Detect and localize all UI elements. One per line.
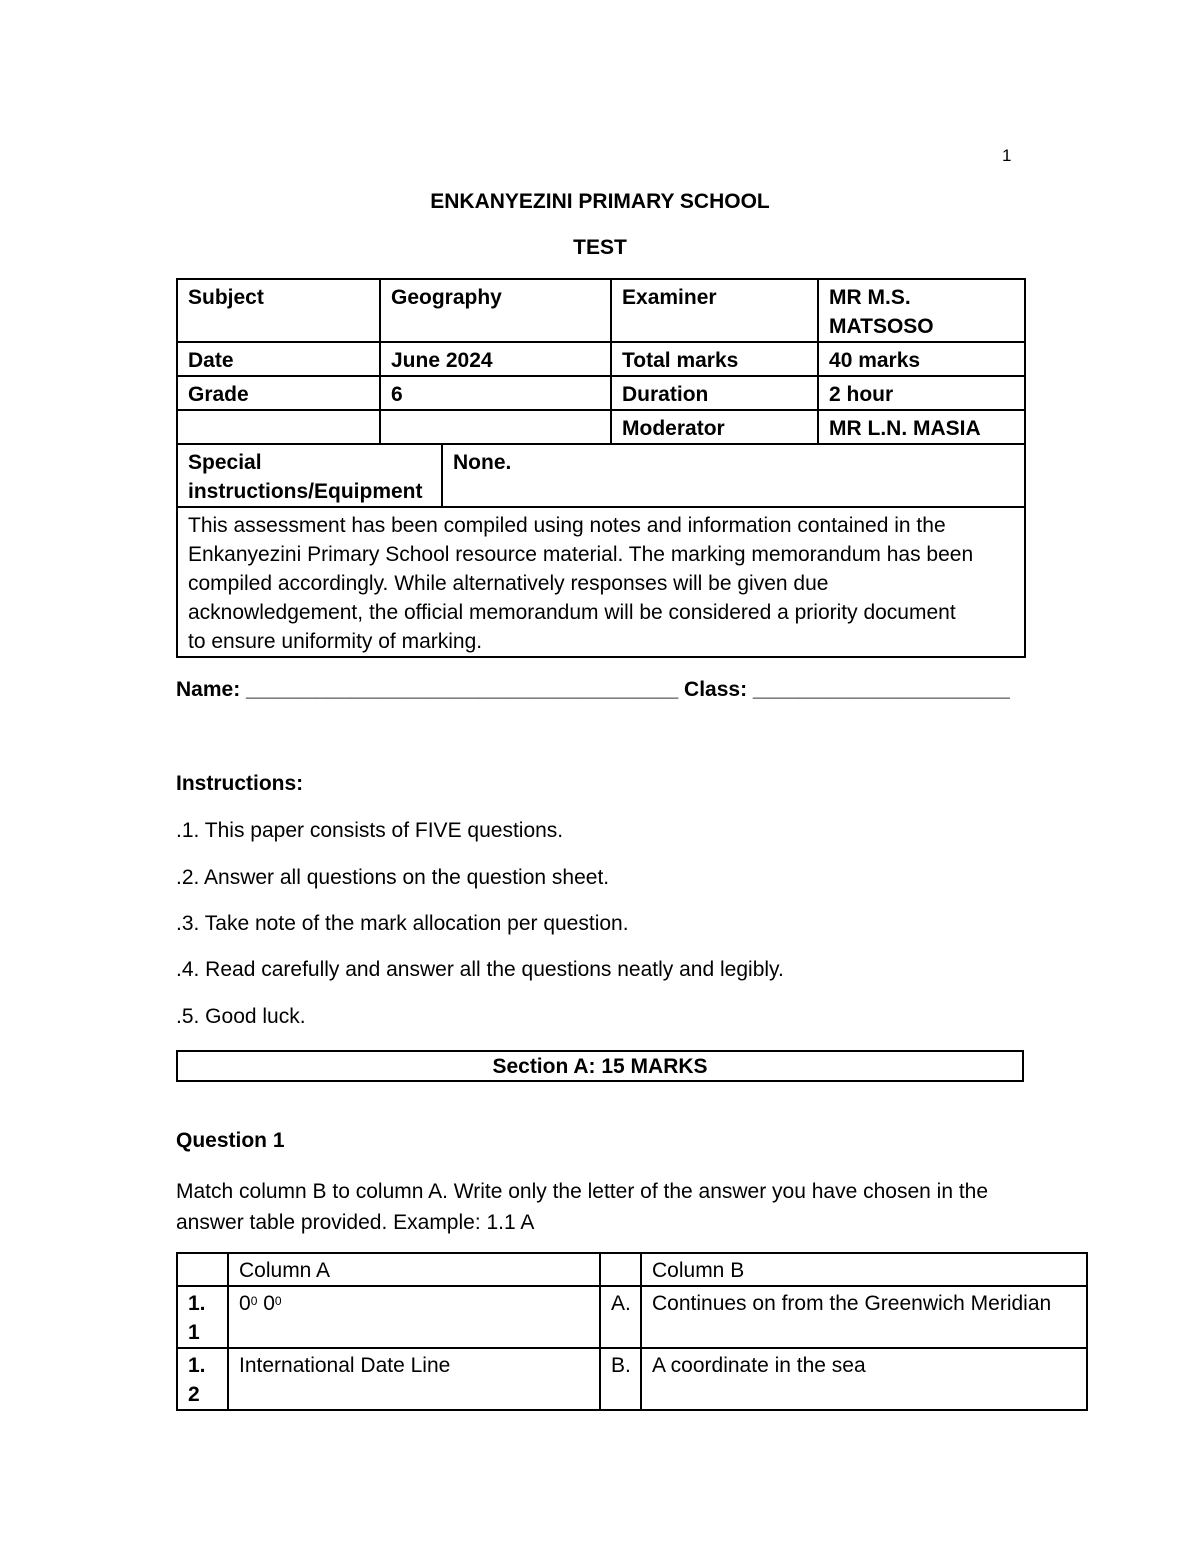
grade-value: 6 (380, 376, 611, 410)
item-number (177, 1286, 228, 1348)
question-1-text (176, 1176, 1046, 1238)
notice-line: Enkanyezini Primary School resource material. The marking memorandum has been (188, 543, 974, 566)
empty-cell (177, 410, 380, 444)
special-instructions-value: None. (442, 444, 1025, 507)
column-b-header: Column B (641, 1253, 1087, 1286)
special-label-line2: instructions/Equipment (188, 480, 423, 503)
notice-cell (177, 507, 1025, 657)
matching-table (176, 1252, 1088, 1411)
coord-base: 0 (257, 1292, 275, 1315)
subject-label: Subject (177, 279, 380, 342)
instruction-item: .4. Read carefully and answer all the questions neatly and legibly. (176, 958, 784, 981)
examiner-value-line2: MATSOSO (829, 315, 934, 338)
item-number-line: 1. (188, 1354, 206, 1377)
class-blank[interactable]: ______________________ (752, 678, 1010, 701)
date-label: Date (177, 342, 380, 376)
empty-cell (380, 410, 611, 444)
empty-header-cell (177, 1253, 228, 1286)
notice-line: to ensure uniformity of marking. (188, 630, 483, 653)
instruction-item: .2. Answer all questions on the question sheet. (176, 866, 610, 889)
question-text-line: answer table provided. Example: 1.1 A (176, 1211, 535, 1234)
examiner-label: Examiner (611, 279, 818, 342)
degree-sup: 0 (250, 1294, 258, 1308)
item-number-line: 2 (188, 1383, 200, 1406)
school-title: ENKANYEZINI PRIMARY SCHOOL (430, 190, 770, 213)
column-a-header: Column A (228, 1253, 600, 1286)
examiner-value-line1: MR M.S. (829, 286, 911, 309)
moderator-value: MR L.N. MASIA (818, 410, 1025, 444)
special-label-line1: Special (188, 451, 262, 474)
grade-label: Grade (177, 376, 380, 410)
degree-sup: 0 (274, 1294, 282, 1308)
info-table (176, 278, 1026, 658)
column-b-item: A coordinate in the sea (641, 1348, 1087, 1410)
notice-line: This assessment has been compiled using notes and information contained in the (188, 514, 946, 537)
question-text-line: Match column B to column A. Write only the letter of the answer you have chosen in the (176, 1180, 989, 1203)
instruction-item: .5. Good luck. (176, 1005, 306, 1028)
column-a-item (228, 1286, 600, 1348)
notice-line: compiled accordingly. While alternatively responses will be given due (188, 572, 829, 595)
name-class-line (176, 678, 1010, 702)
total-marks-value: 40 marks (818, 342, 1025, 376)
name-label: Name: (176, 678, 241, 701)
page-number: 1 (1002, 146, 1012, 165)
column-b-letter: B. (600, 1348, 641, 1410)
total-marks-label: Total marks (611, 342, 818, 376)
special-instructions-label (177, 444, 442, 507)
column-b-item: Continues on from the Greenwich Meridian (641, 1286, 1087, 1348)
instruction-item: .1. This paper consists of FIVE questions. (176, 819, 564, 842)
examiner-value (818, 279, 1025, 342)
class-label: Class: (684, 678, 748, 701)
notice-line: acknowledgement, the official memorandum will be considered a priority document (188, 601, 956, 624)
name-blank[interactable]: _____________________________________ (246, 678, 679, 701)
empty-header-cell (600, 1253, 641, 1286)
moderator-label: Moderator (611, 410, 818, 444)
item-number (177, 1348, 228, 1410)
item-number-line: 1. (188, 1292, 206, 1315)
duration-value: 2 hour (818, 376, 1025, 410)
test-title: TEST (573, 236, 627, 259)
instructions-title: Instructions: (176, 772, 304, 795)
section-a-header: Section A: 15 MARKS (176, 1050, 1024, 1082)
question-1-title: Question 1 (176, 1129, 285, 1152)
column-a-item: International Date Line (228, 1348, 600, 1410)
instruction-item: .3. Take note of the mark allocation per question. (176, 912, 629, 935)
item-number-line: 1 (188, 1321, 200, 1344)
column-b-letter: A. (600, 1286, 641, 1348)
date-value: June 2024 (380, 342, 611, 376)
duration-label: Duration (611, 376, 818, 410)
subject-value: Geography (380, 279, 611, 342)
coord-base: 0 (239, 1292, 251, 1315)
